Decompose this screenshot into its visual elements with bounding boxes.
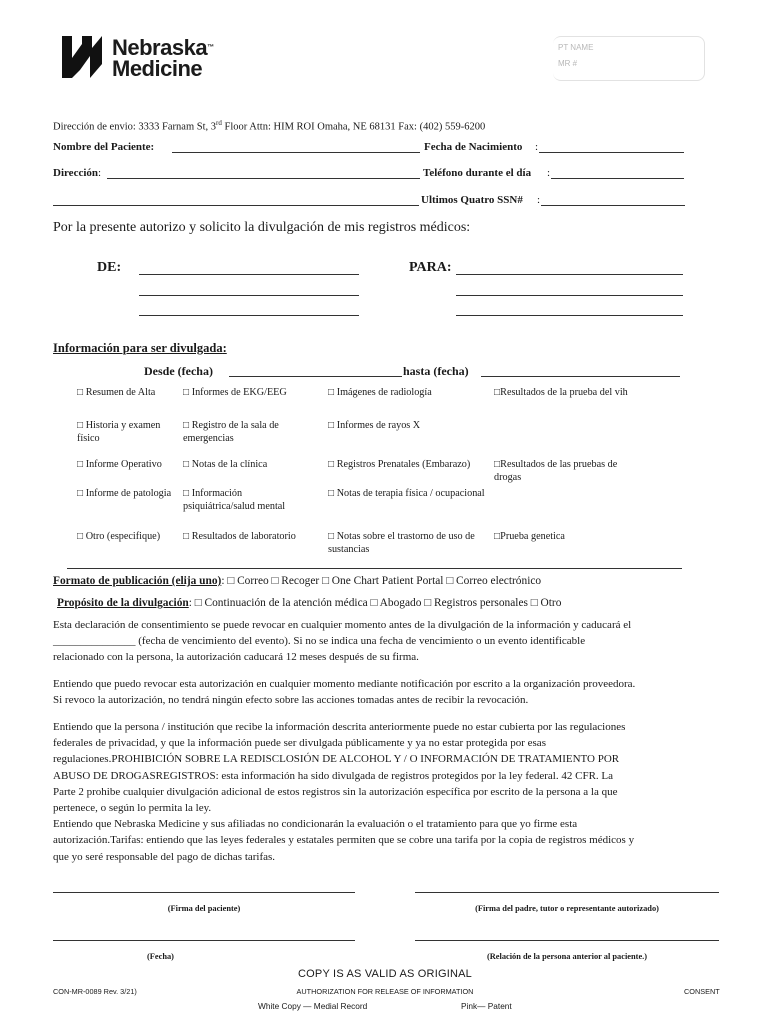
ssn-field[interactable]	[541, 205, 685, 206]
mailing-address: Dirección de envio: 3333 Farnam St, 3rd Floor Attn: HIM ROI Omaha, NE 68131 Fax: (402) 559-6200	[53, 119, 486, 133]
option-er-record[interactable]: □ Registro de la sala de emergencias	[183, 420, 279, 444]
from-date-field[interactable]	[229, 376, 402, 377]
patient-name-label: Nombre del Paciente:	[53, 141, 155, 153]
option-pathology-report[interactable]: □ Informe de patologia	[77, 488, 172, 499]
relationship-field[interactable]	[415, 940, 719, 941]
logo-wordmark: Nebraska™ Medicine	[112, 35, 214, 81]
white-copy-label: White Copy — Medial Record	[258, 1001, 368, 1011]
address-row: Dirección: Teléfono durante el día :	[53, 167, 693, 183]
guardian-signature-field[interactable]	[415, 892, 719, 893]
consent-label: CONSENT	[684, 987, 720, 996]
address-label: Dirección	[53, 167, 99, 179]
guardian-signature-caption: (Firma del padre, tutor o representante autorizado)	[475, 904, 659, 913]
patient-signature-field[interactable]	[53, 892, 355, 893]
patient-name-field[interactable]	[172, 152, 420, 153]
relationship-caption: (Relación de la persona anterior al paciente.)	[486, 952, 648, 961]
from-date-label: Desde (fecha)	[144, 364, 213, 378]
purpose-row	[57, 597, 561, 609]
other-specify-field[interactable]	[67, 568, 682, 569]
release-format-label: Formato de publicación (elija uno)	[53, 575, 222, 587]
option-prenatal-records[interactable]: □ Registros Prenatales (Embarazo)	[328, 459, 471, 470]
to-field-2[interactable]	[456, 295, 683, 296]
option-drug-test-results[interactable]: □Resultados de las pruebas de drogas	[494, 459, 618, 483]
option-substance-use-notes[interactable]: □ Notas sobre el trastorno de uso de sustancias	[328, 531, 475, 555]
option-ekg-eeg[interactable]: □ Informes de EKG/EEG	[183, 387, 287, 398]
pt-name-label: PT NAME	[558, 43, 594, 52]
dob-label: Fecha de Nacimiento	[424, 141, 523, 153]
option-history-physical[interactable]: □ Historia y examen físico	[77, 420, 161, 444]
form-title: AUTHORIZATION FOR RELEASE OF INFORMATION	[296, 987, 474, 996]
address-field[interactable]	[107, 178, 420, 179]
option-operative-report[interactable]: □ Informe Operativo	[77, 459, 162, 470]
authorize-statement: Por la presente autorizo y solicito la divulgación de mis registros médicos:	[53, 220, 471, 235]
date-field[interactable]	[53, 940, 355, 941]
mr-label: MR #	[558, 59, 578, 68]
patient-signature-caption: (Firma del paciente)	[167, 904, 241, 913]
date-caption: (Fecha)	[147, 952, 174, 961]
option-clinic-notes[interactable]: □ Notas de la clínica	[183, 459, 268, 470]
address-field-2[interactable]	[53, 205, 419, 206]
to-field-1[interactable]	[456, 274, 683, 275]
daytime-phone-field[interactable]	[551, 178, 684, 179]
patient-name-row: Nombre del Paciente: Fecha de Nacimiento :	[53, 141, 693, 157]
option-pt-ot-notes[interactable]: □ Notas de terapia física / ocupacional	[328, 488, 485, 499]
option-xray-reports[interactable]: □ Informes de rayos X	[328, 420, 421, 431]
option-discharge-summary[interactable]: □ Resumen de Alta	[77, 387, 156, 398]
to-date-label: hasta (fecha)	[403, 364, 469, 378]
copy-valid-notice: COPY IS AS VALID AS ORIGINAL	[298, 968, 472, 980]
to-date-field[interactable]	[481, 376, 680, 377]
from-field-2[interactable]	[139, 295, 359, 296]
to-label: PARA:	[409, 260, 452, 275]
ssn-row: Ultimos Quatro SSN# :	[53, 194, 693, 210]
nebraska-medicine-logo-icon	[60, 34, 104, 80]
ssn-label: Ultimos Quatro SSN#	[421, 194, 523, 206]
patient-label-box	[553, 36, 705, 81]
consent-paragraph-1: Esta declaración de consentimiento se puede revocar en cualquier momento antes de la divulgación de la información y caducará el _______________ (fecha de vencimiento del evento). Si no se indica una fecha de vencimiento o un evento identificable relacionado con la persona, la autorización caducará 12 meses después de su firma.	[53, 619, 632, 664]
daytime-phone-label: Teléfono durante el día	[423, 167, 532, 179]
option-mental-health[interactable]: □ Información psiquiátrica/salud mental	[183, 488, 286, 512]
from-field-1[interactable]	[139, 274, 359, 275]
form-code: CON-MR-0089 Rev. 3/21)	[53, 987, 137, 996]
option-genetic-test[interactable]: □Prueba genetica	[494, 531, 565, 542]
purpose-options[interactable]: : □ Continuación de la atención médica □ Abogado □ Registros personales □ Otro	[188, 597, 562, 609]
option-other[interactable]: □ Otro (especifique)	[77, 531, 161, 542]
from-field-3[interactable]	[139, 315, 359, 316]
dob-field[interactable]	[539, 152, 684, 153]
release-format-options[interactable]: : □ Correo □ Recoger □ One Chart Patient Portal □ Correo electrónico	[221, 575, 542, 587]
option-radiology-images[interactable]: □ Imágenes de radiología	[328, 387, 432, 398]
to-field-3[interactable]	[456, 315, 683, 316]
consent-paragraph-2: Entiendo que puedo revocar esta autorización en cualquier momento mediante notificación por escrito a la organización proveedora. Si revoco la autorización, no tendrá ningún efecto sobre las acciones tomadas antes de recibir la revocación.	[53, 678, 636, 707]
option-hiv-results[interactable]: □Resultados de la prueba del vih	[494, 387, 628, 398]
pink-copy-label: Pink— Patent	[461, 1001, 512, 1011]
info-heading: Información para ser divulgada:	[53, 341, 227, 355]
option-lab-results[interactable]: □ Resultados de laboratorio	[183, 531, 296, 542]
purpose-label: Propósito de la divulgación	[57, 597, 189, 609]
release-format-row	[53, 575, 541, 587]
from-label: DE:	[97, 260, 122, 275]
consent-paragraph-3: Entiendo que la persona / institución que recibe la información descrita anteriormente puede no estar cubierta por las regulaciones federales de privacidad, y que la información puede ser divulgada públicamente y ya no estar protegida por esas regulaciones.PROHIBICIÓN SOBRE LA REDISCLOSIÓN DE ALCOHOL Y / O INFORMACIÓN DE TRATAMIENTO POR ABUSO DE DROGASREGISTROS: esta información ha sido divulgada de registros protegidos por la ley federal. 42 CFR. La Parte 2 prohibe cualquier divulgación adicional de estos registros sin la autorización específica por escrito de la persona a la que pertenece, o según lo permita la ley. Entiendo que Nebraska Medicine y sus afiliadas no condicionarán la evaluación o el tratamiento para que yo firme esta autorización.Tarifas: entiendo que las leyes federales y estatales permiten que se cobre una tarifa por la copia de registros médicos y que yo seré responsable del pago de dichas tarifas.	[53, 721, 635, 863]
